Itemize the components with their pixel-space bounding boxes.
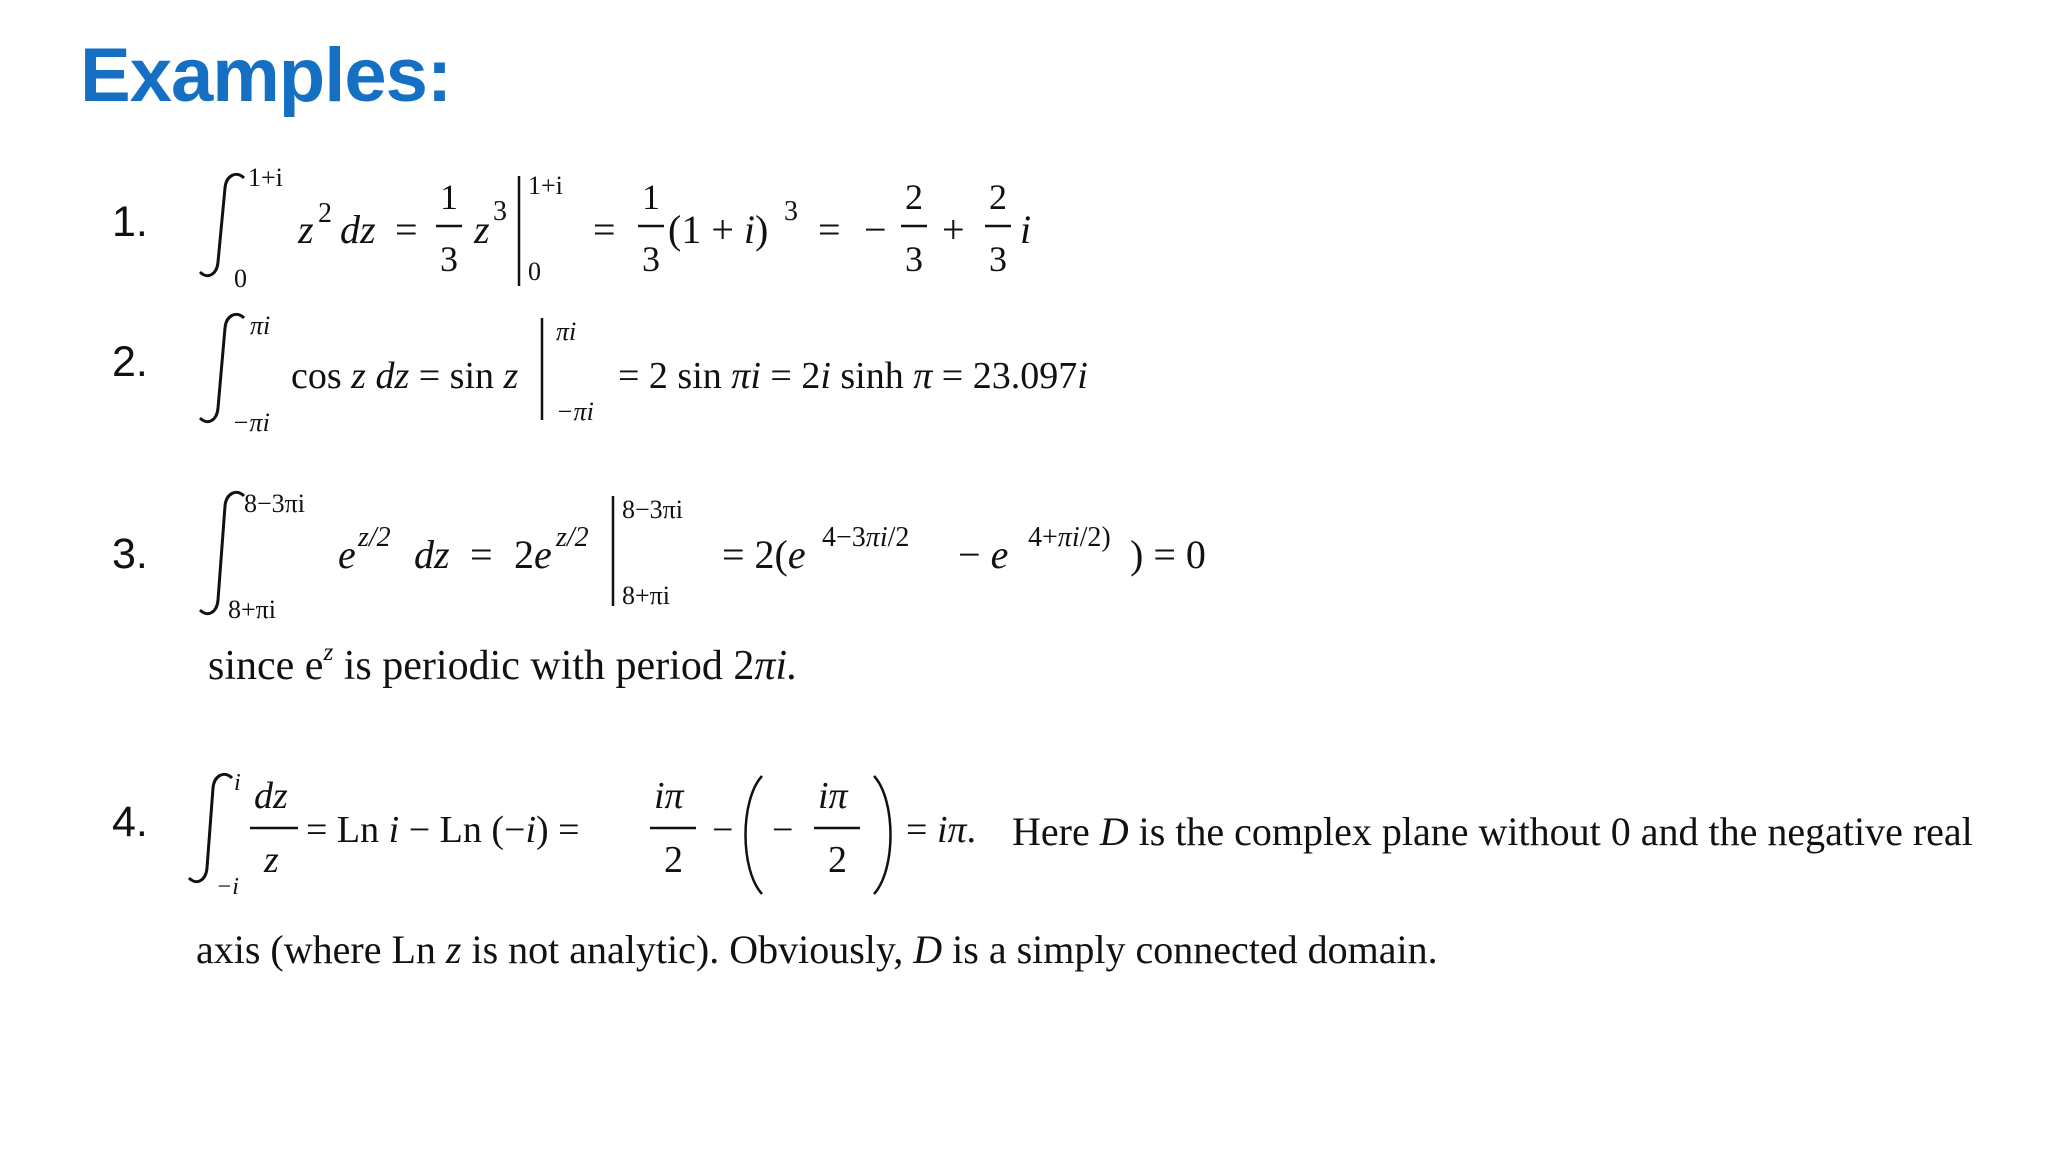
exp-base: e: [338, 532, 356, 577]
integral-sign: [200, 314, 244, 421]
dz-text: dz: [340, 207, 376, 252]
lower-limit: −πi: [232, 408, 270, 437]
example-number-1: 1.: [112, 198, 148, 246]
ln-expression: = Ln i − Ln (−i) =: [306, 809, 580, 851]
fraction-denominator: 3: [440, 239, 458, 279]
eval-upper: πi: [556, 317, 577, 346]
equals-sign: =: [818, 207, 841, 252]
plus-sign: +: [942, 207, 965, 252]
upper-limit: 8−3πi: [244, 489, 306, 518]
minus-sign: −: [772, 809, 794, 851]
example-4-continuation: axis (where Ln z is not analytic). Obviously, D is a simply connected domain.: [196, 927, 1438, 972]
right-paren: [874, 776, 891, 894]
z-cubed: z: [474, 207, 490, 252]
equation-1: [200, 163, 1031, 293]
equation-2: [200, 311, 1088, 437]
exp-power-2: 4+πi/2): [1028, 522, 1111, 553]
coefficient-2e: 2e: [514, 532, 552, 577]
upper-limit: 1+i: [248, 163, 283, 192]
fraction-numerator: 2: [905, 177, 923, 217]
integrand: cos z dz = sin z: [291, 355, 519, 397]
integral-sign: [200, 174, 244, 275]
integrand-z: z: [298, 207, 314, 252]
equation-4: [189, 770, 976, 900]
eval-lower: −πi: [556, 397, 594, 426]
imaginary-unit: i: [1020, 207, 1032, 252]
equation-3: [200, 489, 1206, 624]
example-number-4: 4.: [112, 798, 148, 846]
result-end: ) = 0: [1130, 532, 1206, 577]
example-3-note: since $e^z$ is periodic with period 2πi.: [208, 639, 798, 689]
fraction-numerator: dz: [254, 775, 288, 817]
upper-limit: πi: [250, 311, 271, 340]
fraction-denominator: z: [264, 839, 279, 881]
fraction-numerator: iπ: [818, 775, 848, 817]
fraction-denominator: 2: [664, 839, 683, 881]
lower-limit: −i: [216, 874, 239, 900]
minus-sign: −: [864, 207, 887, 252]
fraction-denominator: 2: [828, 839, 847, 881]
fraction-denominator: 3: [905, 239, 923, 279]
fraction-denominator: 3: [642, 239, 660, 279]
result-start: = 2(e: [722, 532, 806, 577]
exponent-3: 3: [784, 196, 798, 227]
minus-sign: −: [712, 809, 734, 851]
dz-text: dz: [414, 532, 450, 577]
equals-sign: =: [470, 532, 493, 577]
fraction-numerator: 1: [440, 177, 458, 217]
fraction-numerator: 2: [989, 177, 1007, 217]
exp-power-1: 4−3πi/2: [822, 522, 910, 553]
example-number-3: 3.: [112, 530, 148, 578]
fraction-numerator: 1: [642, 177, 660, 217]
lower-limit: 0: [234, 264, 247, 293]
lower-limit: 8+πi: [228, 595, 277, 624]
result: = iπ.: [906, 809, 977, 851]
example-4-explanation: Here D is the complex plane without 0 and the negative real: [1012, 809, 1973, 854]
upper-limit: i: [234, 770, 241, 796]
result: = 2 sin πi = 2i sinh π = 23.097i: [618, 355, 1088, 397]
equals-sign: =: [593, 207, 616, 252]
equals-sign: =: [395, 207, 418, 252]
minus-e: − e: [958, 532, 1009, 577]
eval-lower: 8+πi: [622, 581, 671, 610]
slide-title: Examples:: [80, 33, 452, 118]
eval-upper: 1+i: [528, 171, 563, 200]
exponent-3: 3: [493, 196, 507, 227]
fraction-denominator: 3: [989, 239, 1007, 279]
left-paren: [746, 776, 763, 894]
eval-upper: 8−3πi: [622, 495, 684, 524]
exponent-2: 2: [318, 198, 332, 229]
exp-power: z/2: [358, 522, 391, 553]
integral-sign: [189, 774, 232, 881]
exp-power: z/2: [556, 522, 589, 553]
paren-expression: (1 + i): [668, 207, 769, 252]
eval-lower: 0: [528, 257, 541, 286]
fraction-numerator: iπ: [654, 775, 684, 817]
example-number-2: 2.: [112, 338, 148, 386]
